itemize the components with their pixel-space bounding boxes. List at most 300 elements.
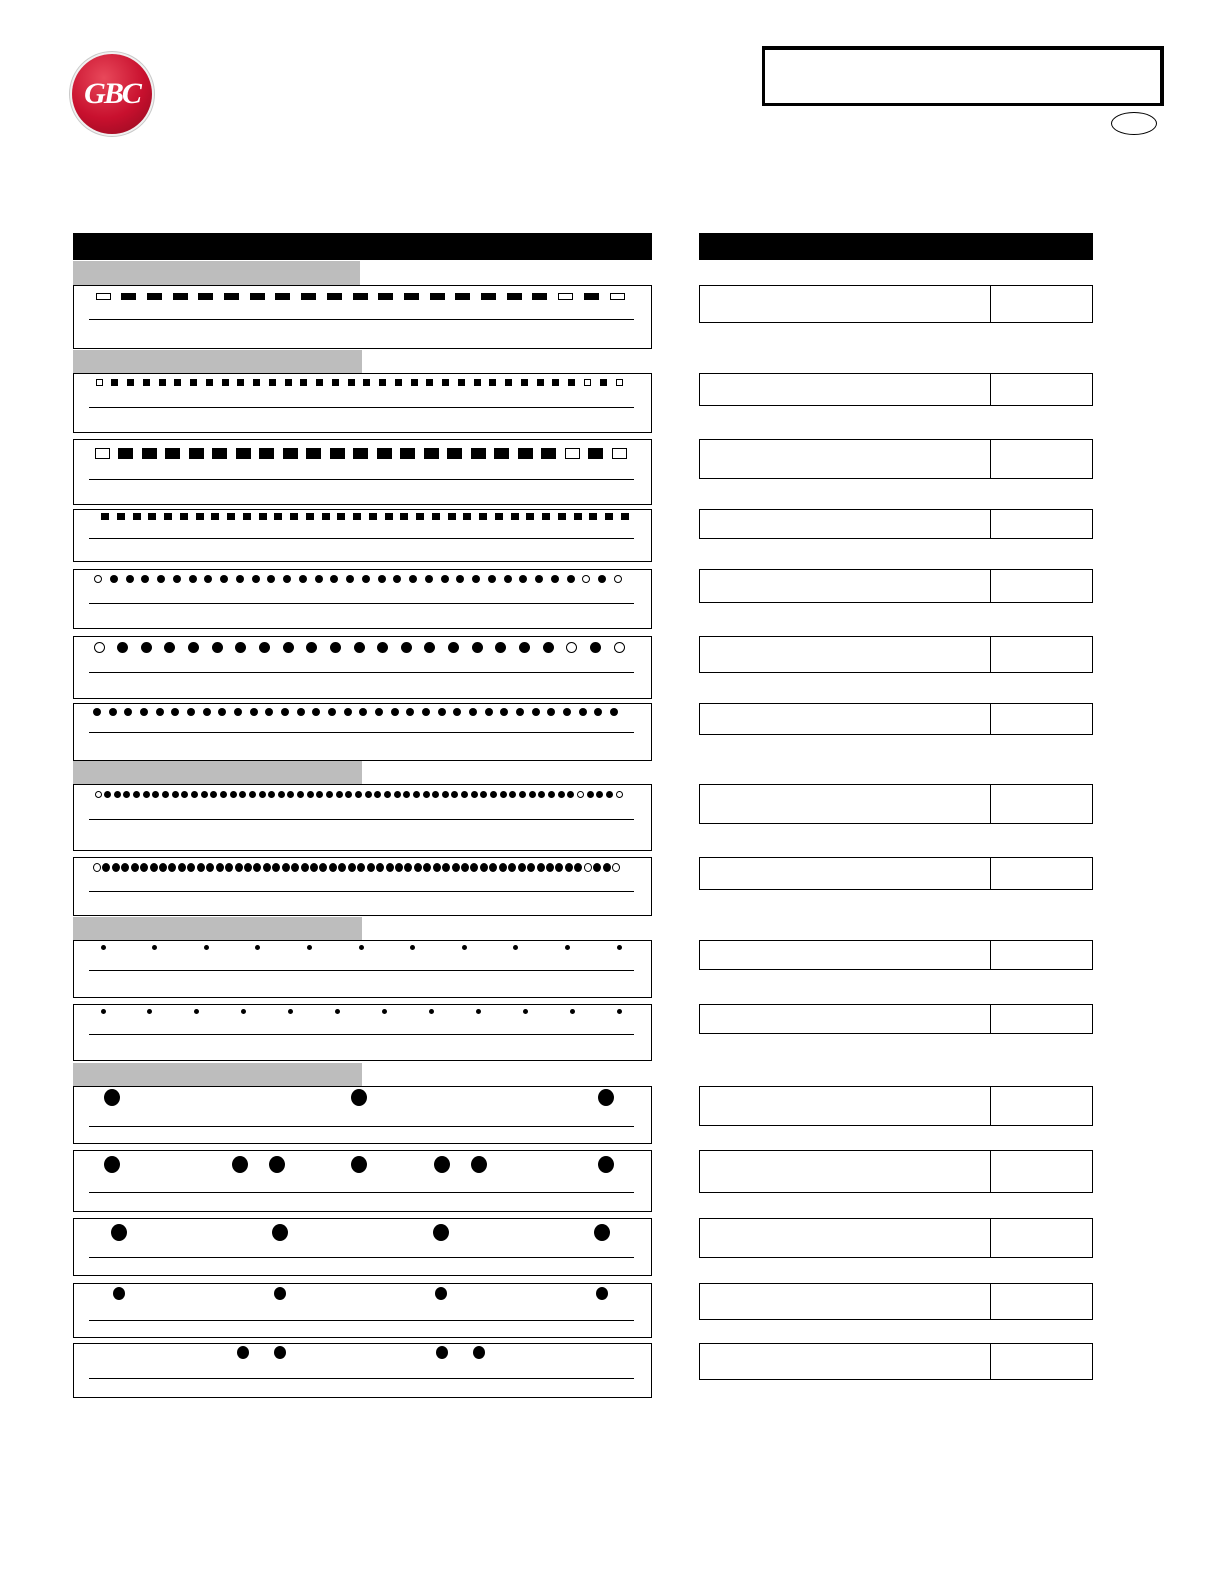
punch-hole-marker — [118, 448, 133, 459]
punch-hole-marker — [537, 379, 544, 386]
punch-hole-marker — [395, 863, 403, 872]
punch-hole-marker — [548, 791, 555, 798]
punch-hole-marker — [253, 863, 261, 872]
punch-hole-marker — [351, 1089, 367, 1106]
open-hole-marker — [577, 791, 584, 798]
spec-row-divider — [990, 704, 991, 734]
punch-hole-marker — [401, 642, 412, 653]
punch-pattern-box — [73, 285, 652, 349]
punch-hole-marker — [377, 448, 392, 459]
punch-hole-marker — [579, 708, 587, 716]
punch-hole-marker — [367, 863, 375, 872]
punch-hole-marker — [300, 379, 307, 386]
spec-row-box — [699, 784, 1093, 824]
punch-hole-marker — [150, 863, 158, 872]
punch-pattern-box — [73, 1086, 652, 1144]
punch-hole-marker — [423, 863, 431, 872]
punch-hole-marker — [526, 513, 534, 520]
punch-hole-marker — [322, 513, 330, 520]
punch-hole-marker — [290, 513, 298, 520]
punch-hole-marker — [274, 1287, 286, 1300]
punch-hole-marker — [244, 863, 252, 872]
punch-hole-marker — [204, 575, 212, 583]
punch-hole-marker — [110, 575, 118, 583]
punch-hole-marker — [463, 513, 471, 520]
punch-hole-marker — [495, 513, 503, 520]
punch-hole-marker — [93, 708, 101, 716]
punch-hole-marker — [301, 293, 316, 300]
punch-hole-marker — [518, 863, 526, 872]
punch-hole-marker — [442, 863, 450, 872]
punch-hole-marker — [516, 708, 524, 716]
punch-hole-marker — [174, 379, 181, 386]
punch-hole-marker — [316, 791, 323, 798]
punch-hole-marker — [285, 379, 292, 386]
punch-hole-marker — [112, 863, 120, 872]
punch-hole-marker — [159, 863, 167, 872]
punch-hole-marker — [574, 513, 582, 520]
punch-hole-marker — [461, 863, 469, 872]
punch-hole-marker — [101, 945, 106, 950]
pattern-rule-line — [89, 970, 634, 971]
punch-hole-marker — [131, 863, 139, 872]
pattern-rule-line — [89, 407, 634, 408]
punch-hole-marker — [414, 863, 422, 872]
punch-hole-marker — [385, 513, 393, 520]
open-hole-marker — [95, 791, 102, 798]
punch-hole-marker — [335, 1009, 340, 1014]
punch-hole-marker — [206, 863, 214, 872]
open-hole-marker — [566, 642, 577, 653]
punch-hole-marker — [423, 791, 430, 798]
punch-hole-marker — [596, 791, 603, 798]
punch-hole-marker — [456, 575, 464, 583]
punch-hole-marker — [194, 1009, 199, 1014]
punch-hole-marker — [222, 379, 229, 386]
punch-hole-marker — [488, 575, 496, 583]
punch-hole-marker — [375, 708, 383, 716]
open-hole-marker — [93, 863, 101, 872]
spec-row-divider — [990, 1005, 991, 1033]
punch-hole-marker — [395, 379, 402, 386]
punch-hole-marker — [329, 863, 337, 872]
punch-hole-marker — [532, 708, 540, 716]
punch-hole-marker — [542, 513, 550, 520]
punch-hole-marker — [376, 863, 384, 872]
punch-hole-marker — [442, 791, 449, 798]
punch-hole-marker — [479, 513, 487, 520]
punch-hole-marker — [584, 293, 599, 300]
punch-hole-marker — [189, 575, 197, 583]
punch-hole-marker — [452, 863, 460, 872]
punch-hole-marker — [458, 379, 465, 386]
punch-hole-marker — [232, 1156, 248, 1173]
punch-hole-marker — [168, 863, 176, 872]
punch-hole-marker — [485, 708, 493, 716]
punch-hole-marker — [191, 791, 198, 798]
punch-hole-marker — [253, 379, 260, 386]
punch-hole-marker — [111, 379, 118, 386]
punch-hole-marker — [519, 642, 530, 653]
punch-hole-marker — [104, 1089, 120, 1106]
punch-pattern-box — [73, 439, 652, 505]
punch-hole-marker — [269, 1156, 285, 1173]
punch-hole-marker — [250, 293, 265, 300]
punch-pattern-box — [73, 1218, 652, 1276]
pattern-rule-line — [89, 819, 634, 820]
punch-hole-marker — [462, 945, 467, 950]
punch-hole-marker — [391, 708, 399, 716]
punch-hole-marker — [519, 791, 526, 798]
punch-hole-marker — [617, 1009, 622, 1014]
punch-hole-marker — [518, 448, 533, 459]
punch-hole-marker — [424, 642, 435, 653]
punch-hole-marker — [330, 448, 345, 459]
punch-hole-marker — [448, 513, 456, 520]
punch-hole-marker — [355, 791, 362, 798]
punch-hole-marker — [400, 448, 415, 459]
pattern-rule-line — [89, 1034, 634, 1035]
punch-hole-marker — [218, 708, 226, 716]
punch-hole-marker — [203, 708, 211, 716]
spec-row-box — [699, 509, 1093, 539]
punch-hole-marker — [250, 708, 258, 716]
punch-hole-marker — [353, 293, 368, 300]
punch-hole-marker — [500, 791, 507, 798]
punch-hole-marker — [230, 791, 237, 798]
punch-hole-marker — [159, 379, 166, 386]
punch-hole-marker — [378, 293, 393, 300]
punch-hole-marker — [283, 575, 291, 583]
punch-hole-marker — [596, 1287, 608, 1300]
punch-hole-marker — [430, 293, 445, 300]
punch-hole-marker — [473, 1346, 485, 1359]
punch-hole-marker — [495, 642, 506, 653]
punch-hole-marker — [259, 448, 274, 459]
punch-hole-marker — [435, 1287, 447, 1300]
spec-row-divider — [990, 637, 991, 672]
punch-hole-marker — [172, 791, 179, 798]
right-column-header — [699, 233, 1093, 260]
punch-hole-marker — [363, 379, 370, 386]
punch-hole-marker — [610, 708, 618, 716]
punch-hole-marker — [394, 791, 401, 798]
punch-hole-marker — [471, 791, 478, 798]
punch-hole-marker — [382, 1009, 387, 1014]
punch-pattern-box — [73, 1343, 652, 1398]
punch-hole-marker — [101, 1009, 106, 1014]
punch-hole-marker — [568, 379, 575, 386]
punch-hole-marker — [234, 708, 242, 716]
punch-hole-marker — [235, 642, 246, 653]
punch-hole-marker — [237, 379, 244, 386]
pattern-rule-line — [89, 603, 634, 604]
spec-row-divider — [990, 785, 991, 823]
punch-hole-marker — [224, 293, 239, 300]
punch-hole-marker — [297, 791, 304, 798]
punch-hole-marker — [489, 379, 496, 386]
punch-hole-marker — [312, 708, 320, 716]
punch-hole-marker — [236, 448, 251, 459]
spec-row-box — [699, 636, 1093, 673]
punch-hole-marker — [590, 642, 601, 653]
spec-row-box — [699, 1283, 1093, 1320]
punch-hole-marker — [494, 448, 509, 459]
left-column-header — [73, 233, 652, 260]
punch-hole-marker — [447, 448, 462, 459]
punch-hole-marker — [386, 863, 394, 872]
punch-hole-marker — [527, 863, 535, 872]
punch-hole-marker — [283, 448, 298, 459]
punch-hole-marker — [272, 1224, 288, 1241]
pattern-rule-line — [89, 732, 634, 733]
punch-hole-marker — [212, 448, 227, 459]
punch-hole-marker — [189, 448, 204, 459]
punch-hole-marker — [587, 791, 594, 798]
punch-hole-marker — [287, 791, 294, 798]
punch-hole-marker — [127, 379, 134, 386]
punch-hole-marker — [598, 1156, 614, 1173]
punch-hole-marker — [480, 791, 487, 798]
punch-hole-marker — [416, 513, 424, 520]
punch-hole-marker — [239, 791, 246, 798]
pattern-rule-line — [89, 538, 634, 539]
punch-hole-marker — [470, 863, 478, 872]
punch-hole-marker — [353, 513, 361, 520]
punch-hole-marker — [140, 708, 148, 716]
punch-hole-marker — [282, 863, 290, 872]
punch-hole-marker — [469, 708, 477, 716]
punch-hole-marker — [210, 791, 217, 798]
punch-hole-marker — [453, 708, 461, 716]
spec-row-box — [699, 857, 1093, 890]
spec-row-box — [699, 940, 1093, 970]
punch-hole-marker — [141, 575, 149, 583]
punch-hole-marker — [552, 379, 559, 386]
punch-hole-marker — [259, 791, 266, 798]
punch-hole-marker — [354, 642, 365, 653]
punch-hole-marker — [212, 642, 223, 653]
punch-hole-marker — [433, 1224, 449, 1241]
punch-hole-marker — [272, 863, 280, 872]
punch-pattern-box — [73, 1150, 652, 1212]
punch-hole-marker — [471, 448, 486, 459]
punch-hole-marker — [326, 791, 333, 798]
punch-hole-marker — [345, 791, 352, 798]
punch-hole-marker — [374, 791, 381, 798]
punch-hole-marker — [123, 791, 130, 798]
punch-hole-marker — [220, 575, 228, 583]
punch-hole-marker — [432, 791, 439, 798]
open-hole-marker — [96, 379, 103, 386]
punch-hole-marker — [574, 863, 582, 872]
punch-hole-marker — [297, 708, 305, 716]
punch-hole-marker — [283, 642, 294, 653]
punch-hole-marker — [481, 293, 496, 300]
punch-hole-marker — [114, 791, 121, 798]
punch-hole-marker — [306, 513, 314, 520]
punch-hole-marker — [178, 863, 186, 872]
punch-hole-marker — [117, 642, 128, 653]
punch-hole-marker — [101, 513, 109, 520]
pattern-rule-line — [89, 1320, 634, 1321]
punch-hole-marker — [236, 575, 244, 583]
punch-hole-marker — [438, 708, 446, 716]
spec-row-box — [699, 373, 1093, 406]
spec-row-box — [699, 439, 1093, 479]
punch-pattern-box — [73, 569, 652, 629]
punch-hole-marker — [500, 708, 508, 716]
punch-hole-marker — [603, 863, 611, 872]
punch-hole-marker — [306, 448, 321, 459]
page-code-oval — [1111, 112, 1157, 135]
punch-hole-marker — [413, 791, 420, 798]
punch-hole-marker — [164, 642, 175, 653]
punch-hole-marker — [538, 791, 545, 798]
spec-row-divider — [990, 1087, 991, 1125]
spec-row-box — [699, 1086, 1093, 1126]
spec-row-box — [699, 1150, 1093, 1193]
punch-hole-marker — [442, 379, 449, 386]
spec-row-divider — [990, 1151, 991, 1192]
punch-hole-marker — [143, 791, 150, 798]
open-hole-marker — [614, 575, 622, 583]
punch-hole-marker — [519, 575, 527, 583]
section-header-4 — [73, 917, 362, 940]
punch-hole-marker — [393, 575, 401, 583]
punch-hole-marker — [594, 1224, 610, 1241]
punch-hole-marker — [351, 1156, 367, 1173]
punch-hole-marker — [241, 1009, 246, 1014]
open-hole-marker — [95, 448, 110, 459]
punch-hole-marker — [451, 791, 458, 798]
punch-hole-marker — [141, 642, 152, 653]
punch-hole-marker — [307, 791, 314, 798]
punch-hole-marker — [197, 863, 205, 872]
punch-hole-marker — [288, 1009, 293, 1014]
punch-hole-marker — [425, 575, 433, 583]
punch-hole-marker — [436, 1346, 448, 1359]
punch-hole-marker — [307, 945, 312, 950]
punch-hole-marker — [249, 791, 256, 798]
punch-hole-marker — [472, 642, 483, 653]
punch-hole-marker — [558, 513, 566, 520]
punch-pattern-box — [73, 1004, 652, 1061]
pattern-rule-line — [89, 319, 634, 320]
punch-hole-marker — [336, 791, 343, 798]
punch-hole-marker — [111, 1224, 127, 1241]
punch-hole-marker — [353, 448, 368, 459]
punch-hole-marker — [117, 513, 125, 520]
spec-row-box — [699, 1218, 1093, 1258]
punch-hole-marker — [474, 379, 481, 386]
punch-hole-marker — [565, 863, 573, 872]
punch-hole-marker — [365, 791, 372, 798]
punch-hole-marker — [306, 642, 317, 653]
punch-hole-marker — [621, 513, 629, 520]
punch-hole-marker — [617, 945, 622, 950]
punch-pattern-box — [73, 784, 652, 851]
punch-hole-marker — [593, 863, 601, 872]
punch-hole-marker — [543, 642, 554, 653]
punch-hole-marker — [410, 945, 415, 950]
punch-hole-marker — [140, 863, 148, 872]
spec-row-box — [699, 285, 1093, 323]
punch-hole-marker — [156, 708, 164, 716]
punch-hole-marker — [143, 379, 150, 386]
open-hole-marker — [616, 791, 623, 798]
spec-row-divider — [990, 286, 991, 322]
punch-hole-marker — [384, 791, 391, 798]
punch-hole-marker — [377, 642, 388, 653]
punch-hole-marker — [432, 513, 440, 520]
punch-hole-marker — [327, 293, 342, 300]
open-hole-marker — [94, 575, 102, 583]
punch-hole-marker — [133, 513, 141, 520]
punch-hole-marker — [148, 513, 156, 520]
punch-hole-marker — [541, 448, 556, 459]
punch-hole-marker — [511, 513, 519, 520]
pattern-rule-line — [89, 672, 634, 673]
punch-hole-marker — [220, 791, 227, 798]
open-hole-marker — [96, 293, 111, 300]
punch-hole-marker — [330, 642, 341, 653]
punch-hole-marker — [164, 513, 172, 520]
punch-hole-marker — [109, 708, 117, 716]
punch-hole-marker — [278, 791, 285, 798]
punch-hole-marker — [567, 575, 575, 583]
punch-hole-marker — [551, 575, 559, 583]
punch-hole-marker — [124, 708, 132, 716]
punch-hole-marker — [448, 642, 459, 653]
open-hole-marker — [584, 863, 592, 872]
punch-hole-marker — [291, 863, 299, 872]
punch-hole-marker — [461, 791, 468, 798]
punch-pattern-box — [73, 1283, 652, 1338]
punch-hole-marker — [263, 863, 271, 872]
open-hole-marker — [94, 642, 105, 653]
punch-hole-marker — [126, 575, 134, 583]
punch-hole-marker — [330, 575, 338, 583]
punch-hole-marker — [359, 708, 367, 716]
punch-hole-marker — [558, 791, 565, 798]
punch-hole-marker — [505, 379, 512, 386]
pattern-rule-line — [89, 1126, 634, 1127]
spec-row-box — [699, 703, 1093, 735]
punch-hole-marker — [589, 513, 597, 520]
punch-hole-marker — [499, 863, 507, 872]
punch-hole-marker — [259, 642, 270, 653]
punch-hole-marker — [489, 863, 497, 872]
gbc-logo-text: GBC — [84, 77, 140, 110]
punch-hole-marker — [523, 1009, 528, 1014]
punch-hole-marker — [379, 379, 386, 386]
open-hole-marker — [612, 863, 620, 872]
punch-hole-marker — [171, 708, 179, 716]
spec-row-divider — [990, 440, 991, 478]
punch-hole-marker — [546, 863, 554, 872]
punch-hole-marker — [275, 293, 290, 300]
punch-hole-marker — [268, 791, 275, 798]
punch-hole-marker — [422, 708, 430, 716]
punch-pattern-box — [73, 940, 652, 998]
punch-hole-marker — [267, 575, 275, 583]
punch-hole-marker — [113, 1287, 125, 1300]
open-hole-marker — [565, 448, 580, 459]
punch-hole-marker — [237, 1346, 249, 1359]
open-hole-marker — [614, 642, 625, 653]
punch-hole-marker — [441, 575, 449, 583]
